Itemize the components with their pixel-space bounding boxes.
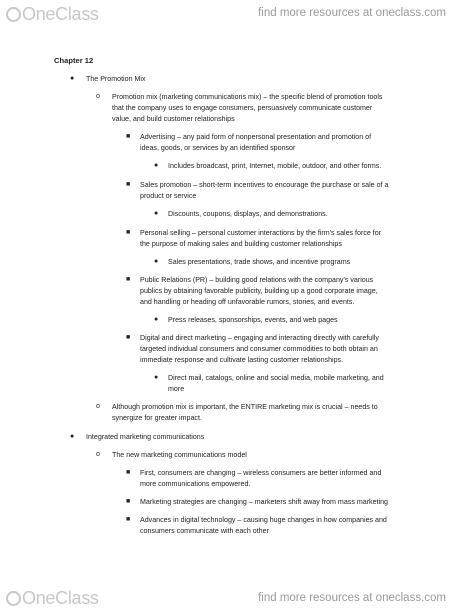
personal-selling-1: Personal selling – personal customer interactions by the firm's sales force for	[140, 229, 382, 237]
personal-selling-sub: Sales presentations, trade shows, and incentive programs	[168, 258, 351, 266]
advertising-2: ideas, goods, or services by an identified sponsor	[140, 144, 296, 152]
oneclass-logo[interactable]	[6, 588, 99, 609]
bullet-dot-icon: ●	[154, 162, 159, 169]
bullet-dot-icon: ●	[154, 258, 159, 265]
advances-1: Advances in digital technology – causing huge changes in how companies and	[140, 516, 387, 524]
promotion-mix-def-1: Promotion mix (marketing communications mix) – the specific blend of promotion tools	[112, 93, 383, 101]
bullet-dot-icon: ●	[154, 210, 159, 217]
find-more-link[interactable]: find more resources at oneclass.com	[258, 7, 446, 19]
public-relations-sub: Press releases, sponsorships, events, and web pages	[168, 316, 338, 324]
logo-text: OneClass	[22, 4, 99, 24]
bullet-square-icon: ■	[126, 334, 131, 341]
promotion-mix-title: The Promotion Mix	[86, 75, 146, 83]
sales-promotion-2: product or service	[140, 192, 197, 200]
bullet-square-icon: ■	[126, 516, 131, 523]
bullet-dot-icon: ●	[154, 374, 159, 381]
bullet-circle-icon: o	[96, 403, 100, 410]
digital-1: Digital and direct marketing – engaging and interacting directly with carefully	[140, 334, 379, 342]
logo-text: OneClass	[22, 588, 99, 608]
first-1: First, consumers are changing – wireless consumers are better informed and	[140, 469, 382, 477]
digital-3: immediate response and cultivate lasting customer relationships.	[140, 356, 344, 364]
bullet-square-icon: ■	[126, 276, 131, 283]
bullet-circle-icon: o	[96, 451, 100, 458]
find-more-link[interactable]: find more resources at oneclass.com	[258, 592, 446, 604]
personal-selling-2: the purpose of making sales and building customer relationships	[140, 240, 342, 248]
bullet-square-icon: ■	[126, 181, 131, 188]
bullet-square-icon: ■	[126, 498, 131, 505]
bullet-dot-icon: ●	[154, 316, 159, 323]
although-1: Although promotion mix is important, the ENTIRE marketing mix is crucial – needs to	[112, 403, 378, 411]
oneclass-logo-icon	[6, 591, 21, 606]
first-2: more communications empowered.	[140, 480, 251, 488]
although-2: synergize for greater impact.	[112, 414, 202, 422]
bullet-circle-icon: o	[96, 93, 100, 100]
new-model: The new marketing communications model	[112, 451, 247, 459]
bullet-dot-icon: ●	[70, 433, 75, 440]
bullet-square-icon: ■	[126, 133, 131, 140]
sales-promotion-1: Sales promotion – short-term incentives to encourage the purchase or sale of a	[140, 181, 389, 189]
strategies: Marketing strategies are changing – marketers shift away from mass marketing	[140, 498, 388, 506]
advertising-sub: Includes broadcast, print, Internet, mobile, outdoor, and other forms.	[168, 162, 382, 170]
bullet-square-icon: ■	[126, 229, 131, 236]
digital-sub-2: more	[168, 385, 185, 393]
promotion-mix-def-3: value, and build customer relationships	[112, 115, 235, 123]
page-footer	[0, 588, 474, 613]
public-relations-2: publics by obtaining favorable publicity, building up a good corporate image,	[140, 287, 378, 295]
digital-2: targeted individual consumers and consumer commodities to both obtain an	[140, 345, 378, 353]
bullet-square-icon: ■	[126, 469, 131, 476]
bullet-dot-icon: ●	[70, 75, 75, 82]
advertising-1: Advertising – any paid form of nonpersonal presentation and promotion of	[140, 133, 372, 141]
imc-title: Integrated marketing communications	[86, 433, 205, 441]
public-relations-3: and handling or heading off unfavorable rumors, stories, and events.	[140, 298, 355, 306]
sales-promotion-sub: Discounts, coupons, displays, and demonstrations.	[168, 210, 328, 218]
advances-2: consumers communicate with each other	[140, 527, 269, 535]
promotion-mix-def-2: that the company uses to engage consumers, persuasively communicate customer	[112, 104, 373, 112]
chapter-heading: Chapter 12	[54, 56, 94, 65]
digital-sub-1: Direct mail, catalogs, online and social media, mobile marketing, and	[168, 374, 384, 382]
public-relations-1: Public Relations (PR) – building good relations with the company's various	[140, 276, 374, 284]
